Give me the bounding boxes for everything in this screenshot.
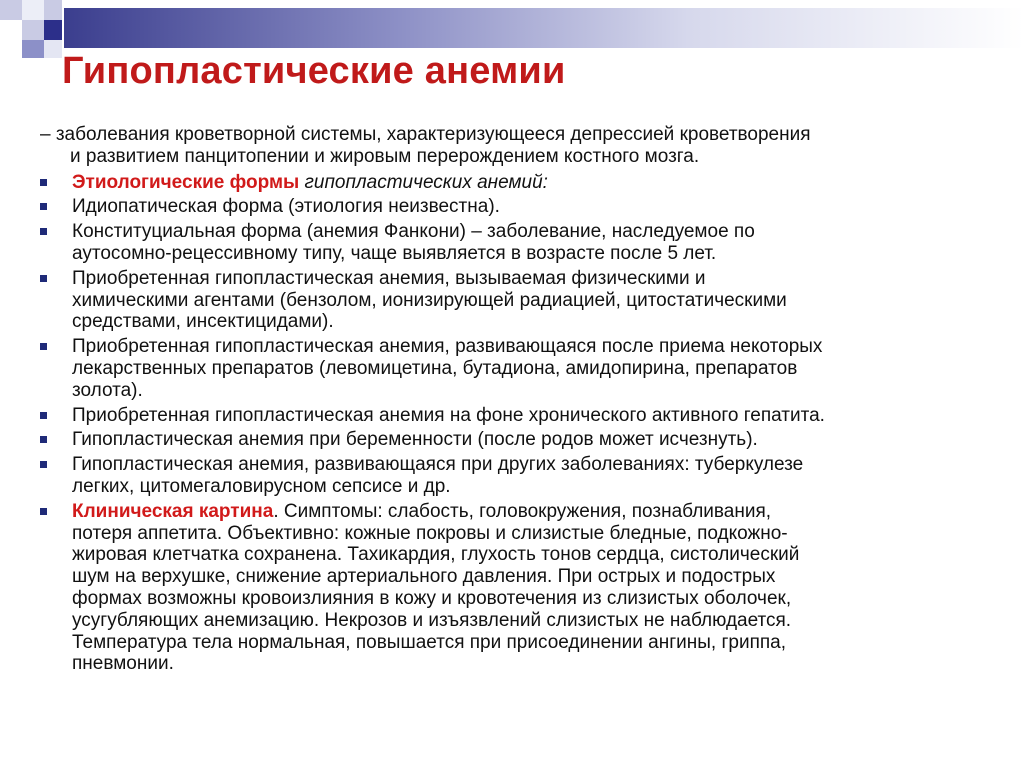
list-line: жировая клетчатка сохранена. Тахикардия, глухость тонов сердца, систолический	[72, 544, 800, 566]
page-title: Гипопластические анемии	[62, 50, 566, 92]
bullet-icon	[40, 275, 47, 282]
list-item	[40, 405, 995, 427]
bullet-icon	[40, 343, 47, 350]
list-line: Приобретенная гипопластическая анемия, вызываемая физическими и	[72, 267, 706, 289]
list-line: Гипопластическая анемия при беременности (после родов может исчезнуть).	[72, 429, 758, 451]
definition-line: – заболевания кроветворной системы, характеризующееся депрессией кроветворения	[40, 124, 811, 145]
list-line: легких, цитомегаловирусном сепсисе и др.	[72, 475, 451, 497]
decor-square	[22, 0, 44, 20]
clinical-heading: Клиническая картина	[72, 500, 274, 522]
bullet-icon	[40, 179, 47, 186]
definition-line: и развитием панцитопении и жировым перерождением костного мозга.	[70, 145, 700, 167]
list-line: Гипопластическая анемия, развивающаяся при других заболеваниях: туберкулезе	[72, 454, 804, 476]
list-line: Конституциальная форма (анемия Фанкони) – заболевание, наследуемое по	[72, 221, 755, 243]
list-line	[72, 172, 995, 194]
etiology-forms-list	[40, 196, 995, 497]
list-line: Приобретенная гипопластическая анемия на фоне хронического активного гепатита.	[72, 404, 825, 426]
list-line	[72, 501, 995, 523]
etiology-heading: Этиологические формы	[72, 171, 300, 193]
list-line: потеря аппетита. Объективно: кожные покровы и слизистые бледные, подкожно-	[72, 522, 788, 544]
list-line: лекарственных препаратов (левомицетина, бутадиона, амидопирина, препаратов	[72, 357, 798, 379]
bullet-icon	[40, 461, 47, 468]
bullet-icon	[40, 508, 47, 515]
decor-square	[0, 0, 22, 20]
list-line: золота).	[72, 379, 143, 401]
list-line: формах возможны кровоизлияния в кожу и кровотечения из слизистых оболочек,	[72, 587, 792, 609]
list-item-etiology	[40, 172, 995, 194]
bullet-icon	[40, 228, 47, 235]
list-item	[40, 454, 995, 498]
bullet-icon	[40, 436, 47, 443]
decor-square	[44, 20, 62, 40]
decor-square	[44, 0, 62, 20]
clinical-first-line: . Симптомы: слабость, головокружения, познабливания,	[273, 500, 772, 522]
slide-body	[40, 124, 995, 678]
list-line: Идиопатическая форма (этиология неизвестна).	[72, 196, 500, 218]
list-line: шум на верхушке, снижение артериального давления. При острых и подострых	[72, 566, 776, 588]
list-line: аутосомно-рецессивному типу, чаще выявляется в возрасте после 5 лет.	[72, 242, 717, 264]
list-line: усугубляющих анемизацию. Некрозов и изъязвлений слизистых не наблюдается.	[72, 609, 792, 631]
decor-square	[0, 20, 22, 40]
decor-square	[22, 20, 44, 40]
header-gradient-bar	[64, 8, 1024, 48]
bullet-icon	[40, 203, 47, 210]
decor-square	[44, 40, 62, 58]
list-item	[40, 268, 995, 333]
list-item	[40, 221, 995, 265]
list-item	[40, 429, 995, 451]
bullet-icon	[40, 412, 47, 419]
list-line: средствами, инсектицидами).	[72, 311, 334, 333]
list-item-clinical	[40, 501, 995, 675]
list-item	[40, 196, 995, 218]
decor-square	[22, 40, 44, 58]
definition	[40, 124, 995, 168]
list-line: Приобретенная гипопластическая анемия, развивающаяся после приема некоторых	[72, 336, 823, 358]
list-line: пневмонии.	[72, 653, 174, 675]
list-line: Температура тела нормальная, повышается при присоединении ангины, гриппа,	[72, 631, 787, 653]
list-line: химическими агентами (бензолом, ионизирующей радиацией, цитостатическими	[72, 289, 787, 311]
list-item	[40, 336, 995, 401]
etiology-heading-rest: гипопластических анемий:	[299, 171, 548, 193]
